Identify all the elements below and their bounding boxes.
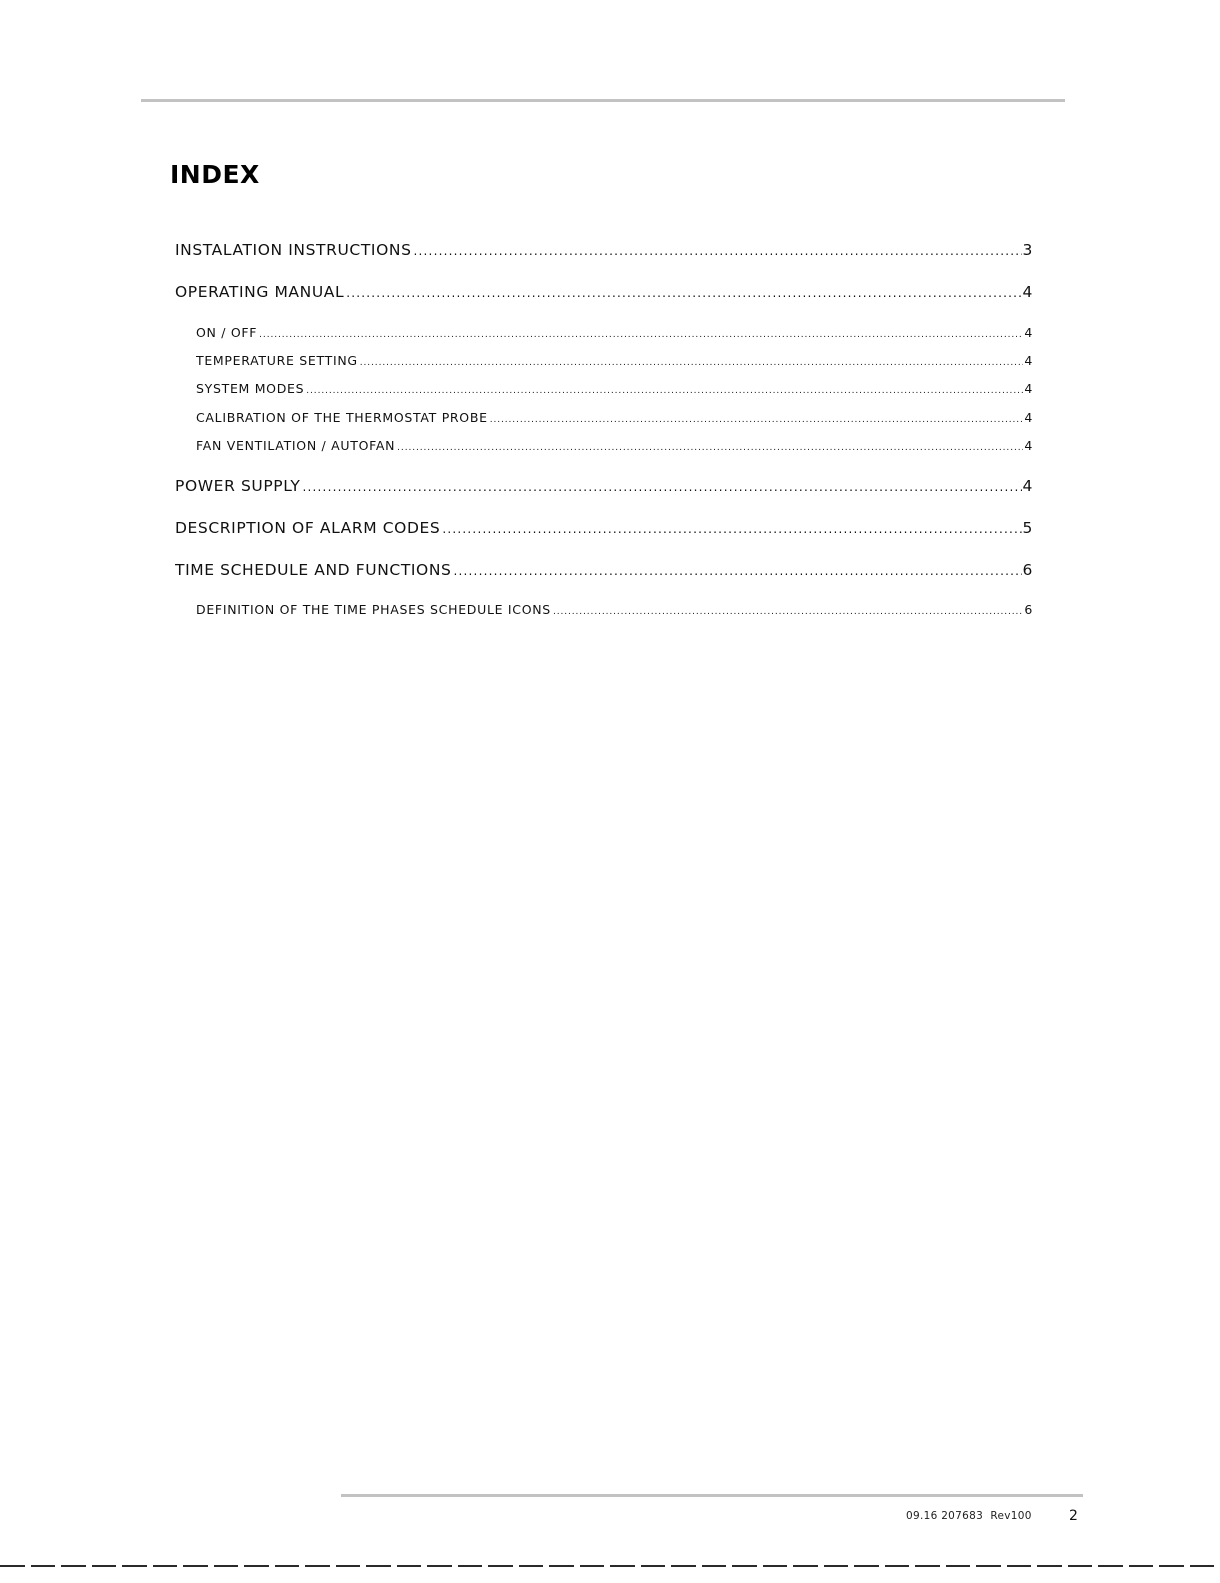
toc-dot-leader <box>490 415 1024 425</box>
toc-entry-label: INSTALATION INSTRUCTIONS <box>175 241 412 259</box>
toc-entry-label: POWER SUPPLY <box>175 477 301 495</box>
toc-entry-on-off[interactable] <box>196 325 1033 340</box>
toc-dot-leader <box>346 286 1021 300</box>
page-title: INDEX <box>170 160 260 189</box>
toc-entry-label: CALIBRATION OF THE THERMOSTAT PROBE <box>196 410 488 425</box>
toc-entry-label: DESCRIPTION OF ALARM CODES <box>175 519 441 537</box>
toc-entry-operating-manual[interactable] <box>175 283 1033 301</box>
table-of-contents <box>0 0 1220 640</box>
toc-entry-page: 4 <box>1024 410 1033 425</box>
toc-entry-power-supply[interactable] <box>175 477 1033 495</box>
toc-entry-page: 3 <box>1022 241 1033 259</box>
toc-entry-label: TIME SCHEDULE AND FUNCTIONS <box>175 561 452 579</box>
toc-entry-page: 6 <box>1022 561 1033 579</box>
toc-entry-schedule-icons[interactable] <box>196 602 1033 617</box>
page-edge-dashes <box>0 1562 1220 1570</box>
toc-dot-leader <box>303 480 1022 494</box>
toc-entry-page: 4 <box>1022 283 1033 301</box>
toc-entry-fan-ventilation[interactable] <box>196 438 1033 453</box>
toc-dot-leader <box>454 564 1022 578</box>
toc-entry-label: TEMPERATURE SETTING <box>196 353 358 368</box>
toc-entry-label: SYSTEM MODES <box>196 381 305 396</box>
toc-entry-page: 4 <box>1024 381 1033 396</box>
toc-dot-leader <box>259 330 1023 340</box>
document-code: 09.16 207683 Rev100 <box>906 1510 1032 1522</box>
toc-dot-leader <box>414 244 1022 258</box>
page-number: 2 <box>1069 1508 1078 1524</box>
toc-entry-page: 6 <box>1024 602 1033 617</box>
toc-dot-leader <box>553 607 1023 617</box>
toc-dot-leader <box>360 358 1024 368</box>
toc-entry-label: FAN VENTILATION / AUTOFAN <box>196 438 396 453</box>
toc-entry-page: 4 <box>1024 438 1033 453</box>
toc-entry-page: 4 <box>1024 325 1033 340</box>
toc-entry-page: 4 <box>1024 353 1033 368</box>
toc-entry-label: OPERATING MANUAL <box>175 283 345 301</box>
toc-dot-leader <box>306 386 1023 396</box>
toc-entry-alarm-codes[interactable] <box>175 519 1033 537</box>
toc-entry-label: DEFINITION OF THE TIME PHASES SCHEDULE ICONS <box>196 602 551 617</box>
toc-entry-page: 5 <box>1022 519 1033 537</box>
toc-entry-time-schedule[interactable] <box>175 561 1033 579</box>
toc-entry-page: 4 <box>1022 477 1033 495</box>
toc-entry-calibration-probe[interactable] <box>196 410 1033 425</box>
toc-entry-system-modes[interactable] <box>196 381 1033 396</box>
toc-entry-label: ON / OFF <box>196 325 258 340</box>
footer-divider <box>341 1494 1083 1497</box>
toc-entry-installation-instructions[interactable] <box>175 241 1033 259</box>
toc-entry-temperature-setting[interactable] <box>196 353 1033 368</box>
toc-dot-leader <box>397 443 1023 453</box>
toc-dot-leader <box>442 522 1021 536</box>
